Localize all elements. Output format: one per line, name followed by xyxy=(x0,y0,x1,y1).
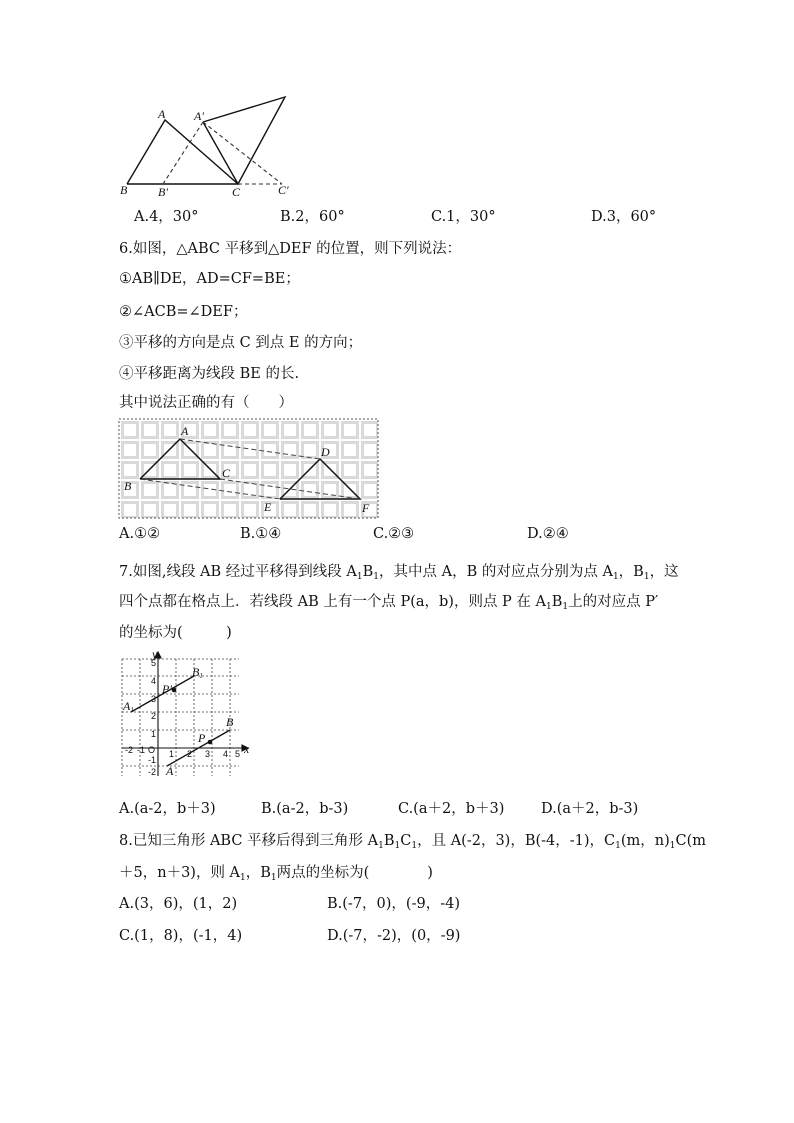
q5-label-a-prime: A′ xyxy=(194,109,204,123)
q8-line-2: ＋5，n＋3)，则 $A_1$，$B_1$两点的坐标为( ) xyxy=(119,865,433,883)
q5-triangle-abc xyxy=(127,120,238,184)
q6-statement-2: ②∠ACB=∠DEF； xyxy=(119,304,248,320)
q8-line-1: 8.已知三角形 ABC 平移后得到三角形 $A_1B_1C_1$，且 A(-2，3)，B(-4，-1)，$C_1(m$，$n)_1C(m$ xyxy=(119,833,707,851)
q7-point-p xyxy=(208,740,213,745)
q8-option-d: D.(-7，-2)，(0，-9) xyxy=(327,928,461,944)
q5-option-b: B.2，60° xyxy=(280,209,345,225)
q7-tick-y-1: 1 xyxy=(151,729,157,739)
q6-label-c: C xyxy=(222,466,231,480)
q7-tick-x-2: 2 xyxy=(187,749,193,759)
q5-label-b: B xyxy=(120,183,128,197)
q7-tick-y-4: 4 xyxy=(151,676,157,686)
q7-option-d: D.(a＋2，b-3) xyxy=(541,801,639,817)
q5-label-c: C xyxy=(232,185,241,199)
q7-label-x: x xyxy=(244,742,250,756)
q5-label-a: A xyxy=(158,107,166,121)
q7-line-2: 四个点都在格点上．若线段 AB 上有一个点 P(a，b)，则点 P 在 $A_1B_1$上的对应点 P′ xyxy=(119,594,659,612)
q5-figure xyxy=(110,90,310,202)
q7-label-origin: O xyxy=(148,745,156,755)
q6-option-c: C.②③ xyxy=(373,526,415,542)
q7-label-y: y xyxy=(152,650,158,661)
q7-tick-x-neg1: -1 xyxy=(137,745,146,755)
q6-option-b: B.①④ xyxy=(240,526,282,542)
q7-label-p: P xyxy=(198,731,206,745)
q8-option-c: C.(1，8)，(-1，4) xyxy=(119,928,243,944)
q5-option-d: D.3，60° xyxy=(591,209,657,225)
q5-label-b-prime: B′ xyxy=(158,185,168,199)
q7-line-3: 的坐标为( ) xyxy=(119,625,232,641)
q7-tick-y-3: 3 xyxy=(151,694,157,704)
q6-grid xyxy=(119,419,378,518)
q6-statement-3: ③平移的方向是点 C 到点 E 的方向； xyxy=(119,335,363,351)
q7-tick-x-5: 5 xyxy=(235,749,241,759)
q6-label-e: E xyxy=(264,500,272,514)
q6-statement-4: ④平移距离为线段 BE 的长. xyxy=(119,366,300,382)
q6-label-a: A xyxy=(181,424,189,438)
q6-question: 其中说法正确的有（ ） xyxy=(119,395,293,411)
q8-option-b: B.(-7，0)，(-9，-4) xyxy=(327,896,460,912)
q7-option-a: A.(a-2，b＋3) xyxy=(119,801,216,817)
q7-tick-y-2: 2 xyxy=(151,711,157,721)
q6-label-d: D xyxy=(321,445,330,459)
q7-label-b1: B1 xyxy=(192,665,203,680)
q7-label-p-prime: P′ xyxy=(162,682,172,696)
q7-label-b: B xyxy=(226,715,234,729)
q7-tick-y-neg1: -1 xyxy=(148,755,157,765)
q7-line-1: 7.如图,线段 AB 经过平移得到线段 $A_1B_1$，其中点 A，B 的对应点分别为点 $A_1$，$B_1$，这 xyxy=(119,564,679,582)
q5-option-a: A.4，30° xyxy=(134,209,199,225)
q7-label-a1: A1 xyxy=(123,699,134,714)
q7-tick-y-5: 5 xyxy=(151,658,157,668)
q6-statement-1: ①AB∥DE，AD=CF=BE； xyxy=(119,271,300,287)
q7-label-a: A xyxy=(166,764,174,778)
q7-point-p-prime xyxy=(172,688,177,693)
q5-rotated-shape xyxy=(203,97,285,184)
q7-tick-x-1: 1 xyxy=(169,749,175,759)
q6-option-a: A.①② xyxy=(119,526,161,542)
q7-tick-x-3: 3 xyxy=(205,749,211,759)
q6-label-f: F xyxy=(362,501,370,515)
q7-tick-x-neg2: -2 xyxy=(125,745,134,755)
q5-line-a2c xyxy=(203,122,238,184)
q8-option-a: A.(3，6)，(1，2) xyxy=(119,896,238,912)
q7-option-b: B.(a-2，b-3) xyxy=(261,801,349,817)
q7-option-c: C.(a＋2，b＋3) xyxy=(398,801,505,817)
q5-dashed-a2b2 xyxy=(163,122,203,184)
q7-tick-x-4: 4 xyxy=(223,749,229,759)
q5-option-c: C.1，30° xyxy=(431,209,496,225)
q7-figure xyxy=(118,650,253,780)
q6-label-b: B xyxy=(124,479,132,493)
q6-option-d: D.②④ xyxy=(527,526,569,542)
q6-figure xyxy=(118,418,380,520)
q6-stem: 6.如图，△ABC 平移到△DEF 的位置，则下列说法： xyxy=(119,241,462,257)
q5-label-c-prime: C′ xyxy=(278,183,289,197)
q7-tick-y-neg2: -2 xyxy=(148,767,157,777)
